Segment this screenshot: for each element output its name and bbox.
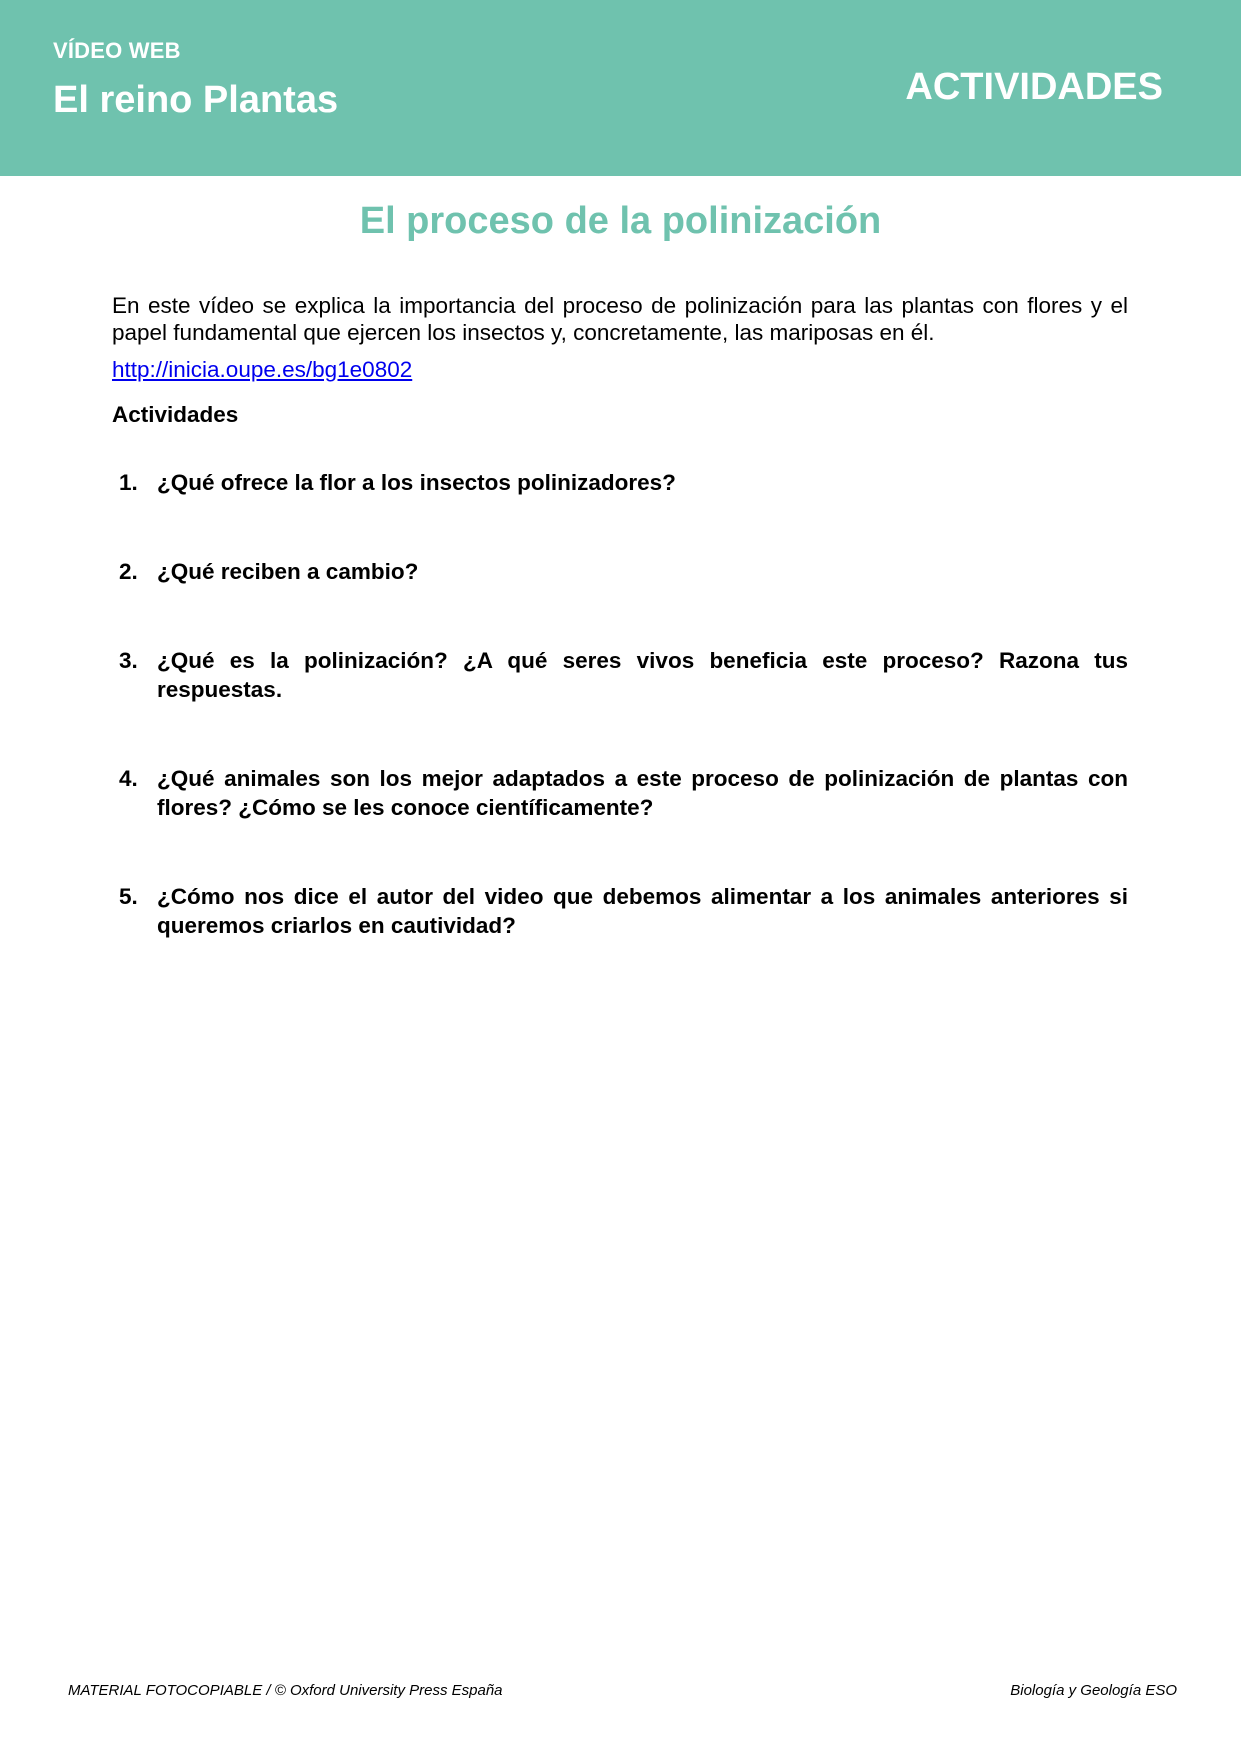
question-text: ¿Qué ofrece la flor a los insectos polinizadores?	[157, 470, 676, 495]
question-item	[112, 557, 1128, 586]
main-content	[112, 292, 1128, 1000]
footer-subject: Biología y Geología ESO	[1010, 1682, 1177, 1699]
question-text: ¿Cómo nos dice el autor del video que debemos alimentar a los animales anteriores si queremos criarlos en cautividad?	[157, 884, 1128, 938]
header-banner	[0, 0, 1241, 176]
question-number: 5.	[119, 884, 138, 909]
header-kicker: VÍDEO WEB	[53, 38, 181, 63]
question-number: 1.	[119, 470, 138, 495]
intro-paragraph: En este vídeo se explica la importancia del proceso de polinización para las plantas con flores y el papel fundamental que ejercen los insectos y, concretamente, las mariposas en él.	[112, 293, 1128, 345]
question-text: ¿Qué animales son los mejor adaptados a este proceso de polinización de plantas con flores? ¿Cómo se les conoce científicamente?	[157, 766, 1128, 820]
question-list	[112, 468, 1128, 940]
header-section-label: ACTIVIDADES	[905, 66, 1163, 108]
question-item	[112, 468, 1128, 497]
question-item	[112, 646, 1128, 704]
question-number: 4.	[119, 766, 138, 791]
activities-heading: Actividades	[112, 402, 239, 427]
question-text: ¿Qué reciben a cambio?	[157, 559, 419, 584]
video-link[interactable]: http://inicia.oupe.es/bg1e0802	[112, 357, 413, 382]
question-text: ¿Qué es la polinización? ¿A qué seres vivos beneficia este proceso? Razona tus respuestas.	[157, 648, 1128, 702]
header-title: El reino Plantas	[53, 79, 339, 121]
footer-copyright: MATERIAL FOTOCOPIABLE / © Oxford University Press España	[68, 1682, 503, 1699]
question-number: 2.	[119, 559, 138, 584]
page-title: El proceso de la polinización	[359, 200, 882, 242]
question-item	[112, 882, 1128, 940]
question-number: 3.	[119, 648, 138, 673]
question-item	[112, 764, 1128, 822]
